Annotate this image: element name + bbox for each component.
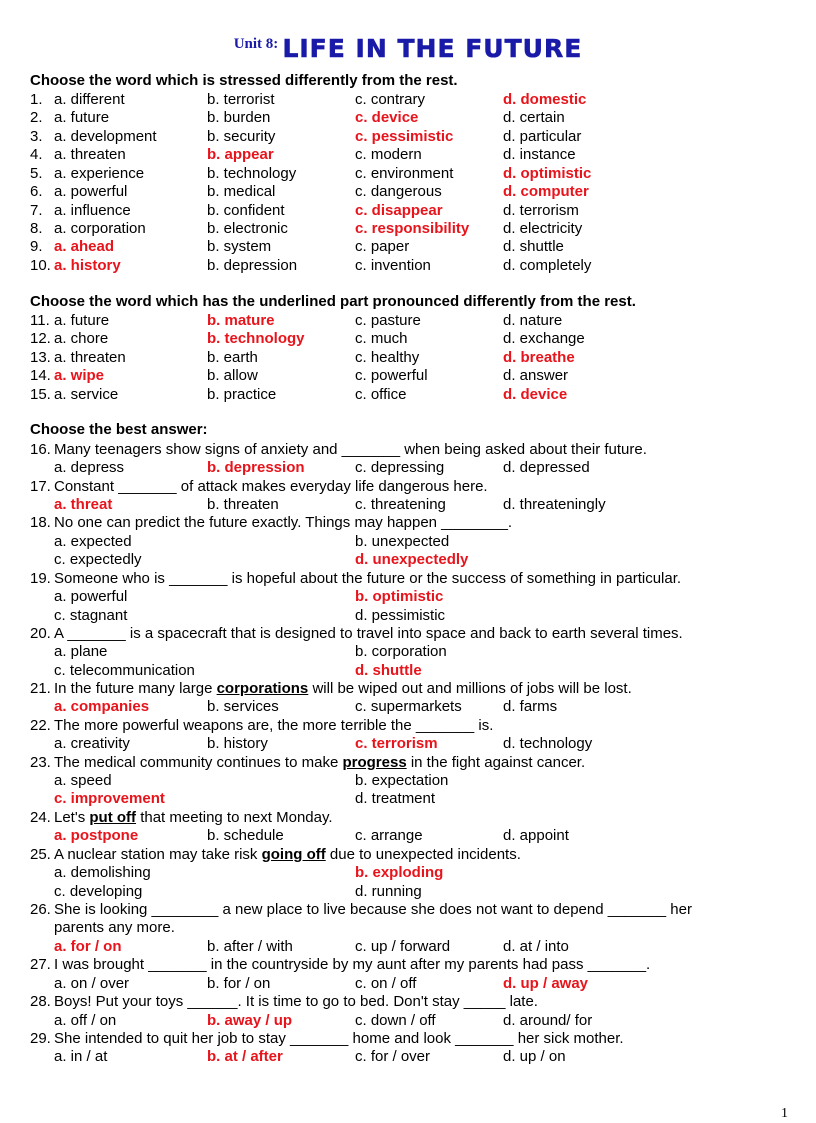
option-b: b. corporation bbox=[355, 643, 447, 660]
option-b-correct: b. appear bbox=[207, 146, 274, 163]
option-c: c. arrange bbox=[355, 827, 423, 844]
question-number: 16. bbox=[30, 441, 51, 458]
option-c: c. expectedly bbox=[54, 551, 142, 568]
question-number: 25. bbox=[30, 846, 51, 863]
option-a: a. in / at bbox=[54, 1048, 108, 1065]
option-c: c. telecommunication bbox=[54, 662, 195, 679]
option-d: d. threateningly bbox=[503, 496, 606, 513]
option-b: b. after / with bbox=[207, 938, 293, 955]
option-b-correct: b. away / up bbox=[207, 1012, 293, 1029]
option-a: a. creativity bbox=[54, 735, 130, 752]
option-a: a. depress bbox=[54, 459, 125, 476]
option-d: d. particular bbox=[503, 128, 582, 145]
question-text: Boys! Put your toys ______. It is time to go to bed. Don't stay _____ late. bbox=[54, 993, 538, 1010]
option-c: c. healthy bbox=[355, 349, 420, 366]
option-b-correct: b. mature bbox=[207, 312, 275, 329]
option-b: b. threaten bbox=[207, 496, 279, 513]
option-a: a. expected bbox=[54, 533, 132, 550]
option-b: b. history bbox=[207, 735, 268, 752]
option-d: d. pessimistic bbox=[355, 607, 446, 624]
question-number: 23. bbox=[30, 754, 51, 771]
option-c: c. contrary bbox=[355, 91, 426, 108]
question-number: 2. bbox=[30, 109, 43, 126]
page-number: 1 bbox=[781, 1106, 788, 1121]
option-d: d. around/ for bbox=[503, 1012, 593, 1029]
question-number: 14. bbox=[30, 367, 51, 384]
question-number: 8. bbox=[30, 220, 43, 237]
option-a: a. future bbox=[54, 109, 110, 126]
option-d-correct: d. breathe bbox=[503, 349, 575, 366]
option-c: c. for / over bbox=[355, 1048, 431, 1065]
question-number: 7. bbox=[30, 202, 43, 219]
unit-label: Unit 8: bbox=[233, 36, 279, 52]
question-text-part: due to unexpected incidents. bbox=[325, 846, 521, 863]
question-text-part: that meeting to next Monday. bbox=[136, 809, 333, 826]
option-a-correct: a. history bbox=[54, 257, 121, 274]
option-a: a. different bbox=[54, 91, 125, 108]
option-c: c. developing bbox=[54, 883, 143, 900]
option-b: b. earth bbox=[207, 349, 258, 366]
option-d-correct: d. device bbox=[503, 386, 568, 403]
option-a-correct: a. postpone bbox=[54, 827, 139, 844]
option-a-correct: a. threat bbox=[54, 496, 113, 513]
option-d: d. completely bbox=[503, 257, 592, 274]
option-a: a. threaten bbox=[54, 349, 126, 366]
question-number: 22. bbox=[30, 717, 51, 734]
option-a: a. development bbox=[54, 128, 157, 145]
option-d: d. depressed bbox=[503, 459, 590, 476]
option-a: a. speed bbox=[54, 772, 112, 789]
option-b-correct: b. optimistic bbox=[355, 588, 444, 605]
option-b: b. practice bbox=[207, 386, 277, 403]
question-number: 27. bbox=[30, 956, 51, 973]
question-text bbox=[54, 808, 333, 827]
page-title bbox=[0, 34, 816, 63]
question-number: 5. bbox=[30, 165, 43, 182]
option-d: d. running bbox=[355, 883, 422, 900]
option-b: b. for / on bbox=[207, 975, 271, 992]
key-phrase: going off bbox=[261, 846, 326, 863]
question-text: No one can predict the future exactly. Things may happen ________. bbox=[54, 514, 513, 531]
option-a-correct: a. for / on bbox=[54, 938, 122, 955]
question-number: 21. bbox=[30, 680, 51, 697]
section-heading-best-answer: Choose the best answer: bbox=[30, 421, 208, 438]
question-number: 11. bbox=[30, 312, 50, 329]
option-d-correct: d. shuttle bbox=[355, 662, 422, 679]
question-number: 20. bbox=[30, 625, 51, 642]
section-heading-stress: Choose the word which is stressed differently from the rest. bbox=[30, 72, 458, 89]
question-text: The more powerful weapons are, the more terrible the _______ is. bbox=[54, 717, 494, 734]
question-number: 28. bbox=[30, 993, 51, 1010]
question-text-part: in the fight against cancer. bbox=[406, 754, 586, 771]
question-text: Constant _______ of attack makes everyday life dangerous here. bbox=[54, 478, 488, 495]
question-number: 26. bbox=[30, 901, 51, 918]
question-number: 6. bbox=[30, 183, 43, 200]
option-c: c. office bbox=[355, 386, 407, 403]
option-a-correct: a. wipe bbox=[54, 367, 105, 384]
question-number: 19. bbox=[30, 570, 51, 587]
question-text: I was brought _______ in the countryside by my aunt after my parents had pass _______. bbox=[54, 956, 651, 973]
option-c-correct: c. improvement bbox=[54, 790, 165, 807]
option-b: b. services bbox=[207, 698, 279, 715]
option-d-correct: d. up / away bbox=[503, 975, 589, 992]
option-b: b. electronic bbox=[207, 220, 288, 237]
option-b: b. burden bbox=[207, 109, 271, 126]
option-a: a. threaten bbox=[54, 146, 126, 163]
option-d: d. appoint bbox=[503, 827, 569, 844]
option-c: c. modern bbox=[355, 146, 422, 163]
option-c: c. invention bbox=[355, 257, 431, 274]
option-d: d. certain bbox=[503, 109, 565, 126]
option-d: d. instance bbox=[503, 146, 576, 163]
option-b: b. system bbox=[207, 238, 272, 255]
question-text-part: The medical community continues to make bbox=[54, 754, 343, 771]
question-text: She intended to quit her job to stay _______ home and look _______ her sick mother. bbox=[54, 1030, 624, 1047]
option-c-correct: c. device bbox=[355, 109, 419, 126]
option-a: a. influence bbox=[54, 202, 131, 219]
option-c: c. on / off bbox=[355, 975, 417, 992]
option-a: a. chore bbox=[54, 330, 109, 347]
question-number: 1. bbox=[30, 91, 43, 108]
option-c-correct: c. terrorism bbox=[355, 735, 438, 752]
question-number: 24. bbox=[30, 809, 51, 826]
option-a: a. off / on bbox=[54, 1012, 117, 1029]
option-c: c. supermarkets bbox=[355, 698, 462, 715]
option-b: b. depression bbox=[207, 257, 298, 274]
option-d: d. electricity bbox=[503, 220, 583, 237]
option-c: c. much bbox=[355, 330, 408, 347]
key-phrase: put off bbox=[89, 809, 137, 826]
option-a: a. on / over bbox=[54, 975, 130, 992]
option-d: d. terrorism bbox=[503, 202, 579, 219]
question-text bbox=[54, 679, 632, 698]
option-a: a. demolishing bbox=[54, 864, 151, 881]
option-d: d. treatment bbox=[355, 790, 436, 807]
question-number: 18. bbox=[30, 514, 51, 531]
question-number: 13. bbox=[30, 349, 51, 366]
question-text: Someone who is _______ is hopeful about the future or the success of something in particular. bbox=[54, 570, 682, 587]
key-phrase: progress bbox=[342, 754, 407, 771]
question-text bbox=[54, 845, 521, 864]
option-b: b. terrorist bbox=[207, 91, 275, 108]
question-text-part: will be wiped out and millions of jobs will be lost. bbox=[308, 680, 632, 697]
option-a: a. experience bbox=[54, 165, 145, 182]
option-a-correct: a. ahead bbox=[54, 238, 115, 255]
option-c-correct: c. pessimistic bbox=[355, 128, 454, 145]
question-text-part: A nuclear station may take risk bbox=[54, 846, 262, 863]
option-c: c. environment bbox=[355, 165, 454, 182]
question-text-part: In the future many large bbox=[54, 680, 217, 697]
option-c: c. powerful bbox=[355, 367, 428, 384]
option-d: d. nature bbox=[503, 312, 563, 329]
main-title: LIFE IN THE FUTURE bbox=[282, 34, 583, 63]
option-d: d. farms bbox=[503, 698, 558, 715]
option-d: d. up / on bbox=[503, 1048, 566, 1065]
question-text: Many teenagers show signs of anxiety and _______ when being asked about their future. bbox=[54, 441, 647, 458]
question-text-part: Let's bbox=[54, 809, 90, 826]
key-phrase: corporations bbox=[216, 680, 309, 697]
question-text: A _______ is a spacecraft that is designed to travel into space and back to earth several times. bbox=[54, 625, 683, 642]
option-c: c. up / forward bbox=[355, 938, 451, 955]
question-number: 17. bbox=[30, 478, 51, 495]
option-b: b. security bbox=[207, 128, 276, 145]
option-b: b. technology bbox=[207, 165, 297, 182]
option-d-correct: d. unexpectedly bbox=[355, 551, 469, 568]
option-a: a. powerful bbox=[54, 588, 128, 605]
option-d: d. shuttle bbox=[503, 238, 564, 255]
option-d: d. at / into bbox=[503, 938, 569, 955]
option-d-correct: d. domestic bbox=[503, 91, 587, 108]
option-a: a. powerful bbox=[54, 183, 128, 200]
option-d: d. technology bbox=[503, 735, 593, 752]
option-d: d. exchange bbox=[503, 330, 585, 347]
option-d: d. answer bbox=[503, 367, 569, 384]
question-number: 29. bbox=[30, 1030, 51, 1047]
option-c: c. depressing bbox=[355, 459, 445, 476]
question-text bbox=[54, 753, 585, 772]
question-text-continued: parents any more. bbox=[54, 919, 175, 936]
option-c: c. stagnant bbox=[54, 607, 128, 624]
option-a: a. corporation bbox=[54, 220, 146, 237]
question-text: She is looking ________ a new place to live because she does not want to depend _______ her bbox=[54, 901, 692, 918]
option-c: c. pasture bbox=[355, 312, 421, 329]
question-number: 12. bbox=[30, 330, 51, 347]
option-b: b. confident bbox=[207, 202, 285, 219]
option-b: b. medical bbox=[207, 183, 276, 200]
option-b-correct: b. technology bbox=[207, 330, 305, 347]
question-number: 15. bbox=[30, 386, 51, 403]
option-d-correct: d. computer bbox=[503, 183, 589, 200]
option-c: c. down / off bbox=[355, 1012, 436, 1029]
question-number: 9. bbox=[30, 238, 43, 255]
option-a: a. plane bbox=[54, 643, 108, 660]
option-b: b. expectation bbox=[355, 772, 449, 789]
question-number: 10. bbox=[30, 257, 51, 274]
option-c-correct: c. responsibility bbox=[355, 220, 470, 237]
option-b: b. unexpected bbox=[355, 533, 450, 550]
option-c: c. dangerous bbox=[355, 183, 442, 200]
section-heading-pronunciation: Choose the word which has the underlined part pronounced differently from the rest. bbox=[30, 293, 636, 310]
option-d-correct: d. optimistic bbox=[503, 165, 592, 182]
question-number: 3. bbox=[30, 128, 43, 145]
option-a: a. service bbox=[54, 386, 119, 403]
option-c: c. paper bbox=[355, 238, 410, 255]
option-c-correct: c. disappear bbox=[355, 202, 443, 219]
option-a: a. future bbox=[54, 312, 110, 329]
option-b-correct: b. exploding bbox=[355, 864, 444, 881]
option-b-correct: b. at / after bbox=[207, 1048, 283, 1065]
option-b: b. allow bbox=[207, 367, 258, 384]
option-b-correct: b. depression bbox=[207, 459, 305, 476]
option-b: b. schedule bbox=[207, 827, 284, 844]
question-number: 4. bbox=[30, 146, 43, 163]
option-a-correct: a. companies bbox=[54, 698, 150, 715]
option-c: c. threatening bbox=[355, 496, 446, 513]
